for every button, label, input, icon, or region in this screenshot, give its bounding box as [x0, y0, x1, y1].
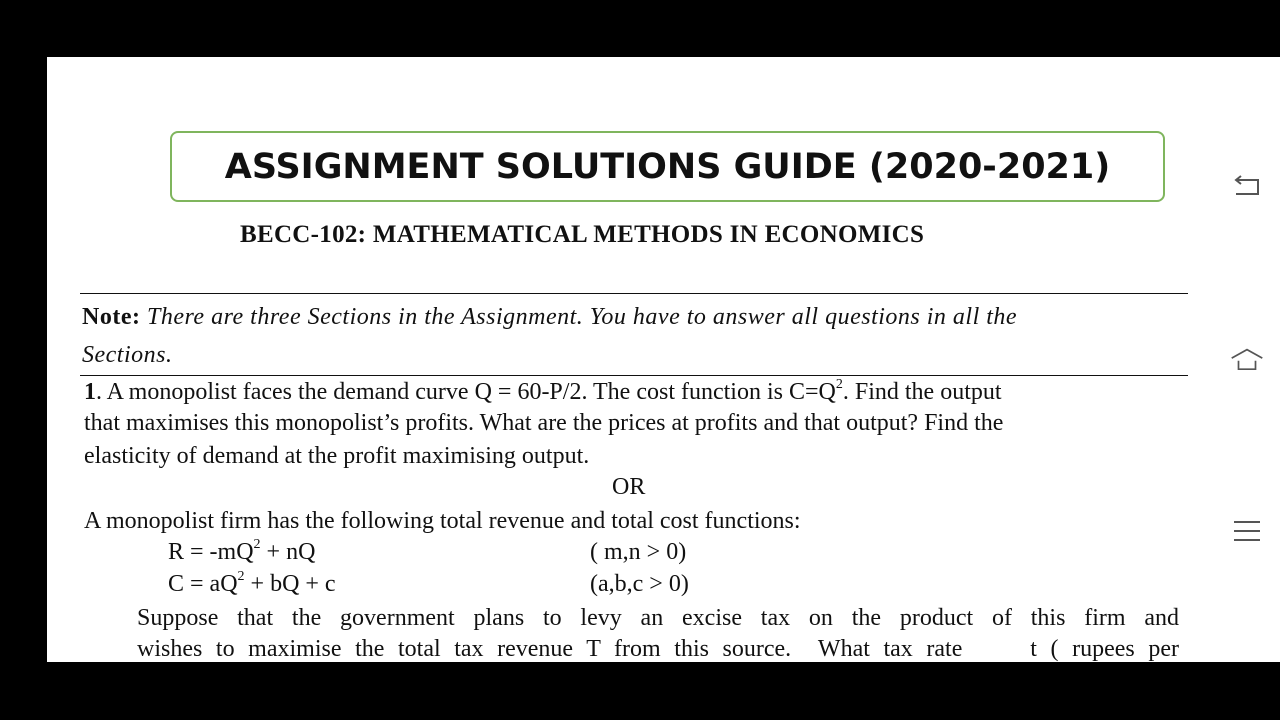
cost-condition: (a,b,c > 0) — [590, 571, 689, 597]
document-title: ASSIGNMENT SOLUTIONS GUIDE (2020-2021) — [224, 146, 1111, 187]
menu-icon — [1232, 519, 1262, 543]
note-text-1: There are three Sections in the Assignment. You have to answer all questions in all the — [146, 304, 1018, 330]
home-button[interactable] — [1230, 342, 1264, 376]
paragraph-line-1: Suppose that the government plans to levy an excise tax on the product of this firm and — [137, 605, 1179, 631]
back-button[interactable] — [1230, 170, 1264, 204]
cost-equation: $C = aQ^2$ + bQ + c — [168, 569, 336, 597]
document-subtitle: BECC-102: MATHEMATICAL METHODS IN ECONOMICS — [240, 221, 925, 248]
question-1-line-1: 1. A monopolist faces the demand curve Q = 60-P/2. The cost function is $C=Q^2$. Find the output — [84, 377, 1002, 405]
question-1-line-2: that maximises this monopolist’s profits. What are the prices at profits and that output? Find the — [84, 410, 1004, 436]
note-label: Note: — [82, 304, 141, 330]
home-icon — [1230, 345, 1264, 373]
question-1-line-3: elasticity of demand at the profit maximising output. — [84, 443, 590, 469]
revenue-condition: ( m,n > 0) — [590, 539, 687, 565]
paragraph-line-2: wishes to maximise the total tax revenue T from this source. What tax rate t ( rupees per — [137, 636, 1179, 662]
alternative-intro: A monopolist firm has the following total revenue and total cost functions: — [84, 508, 801, 534]
menu-button[interactable] — [1230, 514, 1264, 548]
or-separator: OR — [612, 474, 646, 500]
back-arrow-icon — [1232, 174, 1262, 200]
top-divider — [80, 293, 1188, 294]
note-line-1 — [82, 305, 1184, 329]
note-divider — [80, 375, 1188, 376]
revenue-equation: $R = -mQ^2$ + nQ — [168, 537, 316, 565]
question-number: 1 — [84, 379, 96, 405]
title-box — [170, 131, 1165, 202]
document-page — [47, 57, 1210, 662]
navigation-strip — [1210, 57, 1280, 662]
note-line-2: Sections. — [82, 342, 173, 368]
